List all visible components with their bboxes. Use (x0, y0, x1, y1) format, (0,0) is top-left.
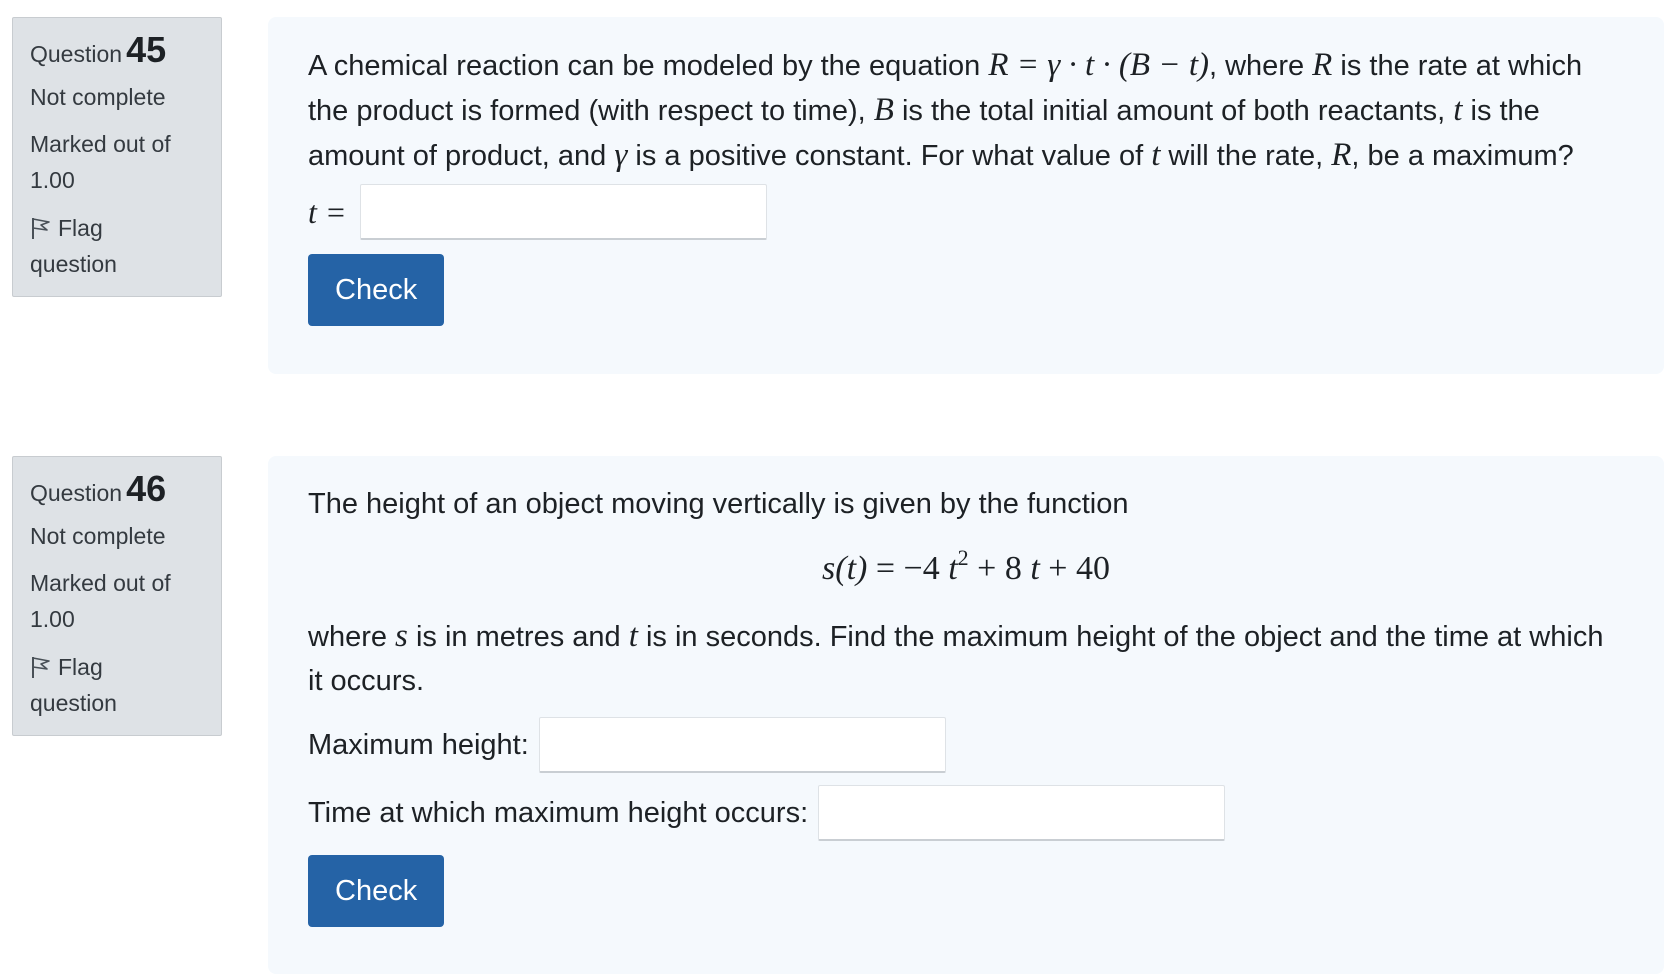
question-grade: Marked out of 1.00 (30, 570, 171, 632)
question-content (268, 456, 1664, 974)
flag-icon (30, 655, 52, 679)
time-label: Time at which maximum height occurs: (308, 796, 809, 829)
check-button[interactable]: Check (308, 254, 444, 326)
answer-row-max-height (308, 717, 1624, 773)
answer-row (308, 184, 1624, 240)
flag-icon (30, 216, 52, 240)
question-number: Question 46 (30, 468, 167, 509)
answer-label: t = (308, 193, 347, 230)
display-formula: s(t) = −4 $t^2 + 8$ t + 40 (822, 545, 1110, 587)
question-intro: The height of an object moving vertically is given by the function (308, 488, 1129, 520)
question-info-panel (12, 17, 222, 297)
question-content (268, 17, 1664, 374)
question-text: where s is in metres and t is in seconds. Find the maximum height of the object and the time at which it occurs. (308, 618, 1604, 697)
answer-input-t[interactable] (360, 184, 767, 240)
question-number: Question 45 (30, 29, 167, 70)
time-input[interactable] (818, 785, 1225, 841)
question-info-panel (12, 456, 222, 736)
check-button[interactable]: Check (308, 855, 444, 927)
answer-row-time (308, 785, 1624, 841)
question-state: Not complete (30, 84, 166, 110)
max-height-label: Maximum height: (308, 728, 529, 761)
max-height-input[interactable] (539, 717, 946, 773)
question-state: Not complete (30, 523, 166, 549)
question-text: A chemical reaction can be modeled by the equation R = γ · t · (B − t), where R is the rate at which the product is formed (with respect to time), B is the total initial amount of both reactants, t is the amount of product, and γ is a positive constant. For what value of t will the rate, R, be a maximum? (308, 47, 1583, 173)
equation-inline: R = γ · t · (B − t) (988, 47, 1209, 83)
flag-question-link[interactable]: Flag question (30, 215, 117, 277)
question-grade: Marked out of 1.00 (30, 131, 171, 193)
flag-question-link[interactable]: Flag question (30, 654, 117, 716)
